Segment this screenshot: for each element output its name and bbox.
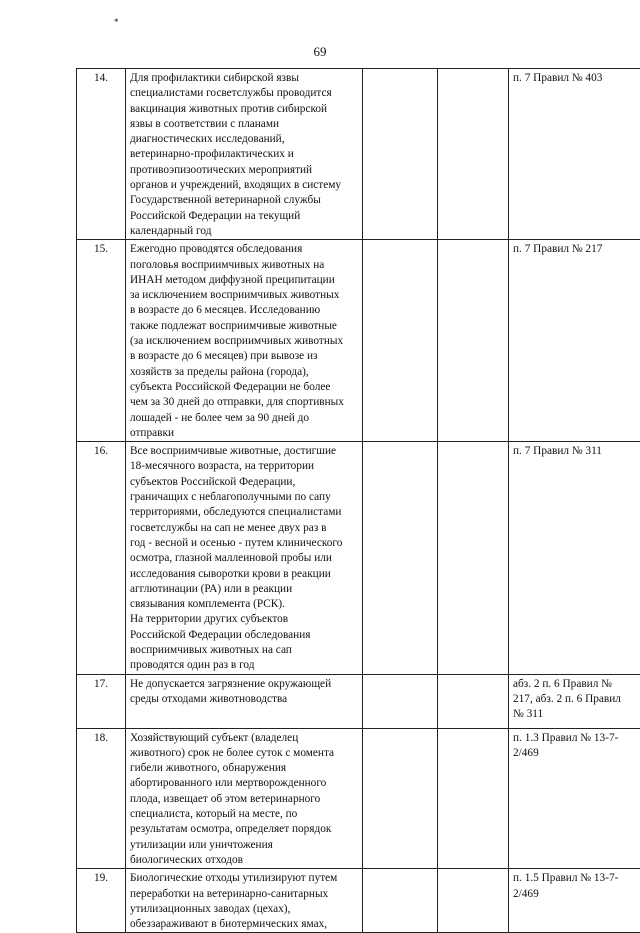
requirement-text bbox=[126, 869, 363, 933]
requirement-text-content: Для профилактики сибирской язвы специалистами госветслужбы проводится вакцинация животных против сибирской язвы в соответствии с планами диагностических исследований, ветеринарно-профилактических и противоэпизоотических мероприятий органов и учреждений, входящих в систему Государственной ветеринарной службы Российской Федерации на текущий календарный год bbox=[130, 71, 358, 239]
empty-cell bbox=[363, 442, 438, 674]
page-mark: * bbox=[114, 17, 119, 27]
empty-cell bbox=[438, 69, 509, 240]
empty-cell bbox=[363, 869, 438, 933]
legal-reference-content: п. 7 Правил № 217 bbox=[513, 242, 640, 257]
legal-reference-content: п. 7 Правил № 311 bbox=[513, 444, 640, 459]
requirement-text bbox=[126, 442, 363, 674]
row-number: 16. bbox=[77, 442, 126, 674]
row-number: 14. bbox=[77, 69, 126, 240]
legal-reference-content: абз. 2 п. 6 Правил № 217, абз. 2 п. 6 Правил № 311 bbox=[513, 677, 640, 723]
requirement-text bbox=[126, 69, 363, 240]
legal-reference-content: п. 1.3 Правил № 13-7- 2/469 bbox=[513, 731, 640, 762]
page-number: 69 bbox=[0, 44, 640, 60]
table-row bbox=[77, 240, 640, 442]
legal-reference bbox=[509, 728, 640, 869]
table-row bbox=[77, 869, 640, 933]
table-row bbox=[77, 442, 640, 674]
legal-reference-content: п. 1.5 Правил № 13-7- 2/469 bbox=[513, 871, 640, 902]
legal-reference bbox=[509, 442, 640, 674]
table-row bbox=[77, 728, 640, 869]
empty-cell bbox=[438, 674, 509, 728]
requirement-text-content: Все восприимчивые животные, достигшие 18-месячного возраста, на территории субъектов Российской Федерации, граничащих с неблагополучными по сапу территориями, обследуются специалистами госветслужбы на сап не менее двух раз в год - весной и осенью - путем клинического осмотра, глазной маллеиновой пробы или исследования сыворотки крови в реакции агглютинации (РА) или в реакции связывания комплемента (РСК). На территории других субъектов Российской Федерации обследования восприимчивых животных на сап проводятся один раз в год bbox=[130, 444, 358, 673]
legal-reference-content: п. 7 Правил № 403 bbox=[513, 71, 640, 86]
requirement-text bbox=[126, 674, 363, 728]
legal-reference bbox=[509, 674, 640, 728]
requirement-text bbox=[126, 728, 363, 869]
requirement-text-content: Ежегодно проводятся обследования поголовья восприимчивых животных на ИНАН методом диффузной преципитации за исключением восприимчивых животных в возрасте до 6 месяцев. Исследованию также подлежат восприимчивые животные (за исключением восприимчивых животных в возрасте до 6 месяцев) при вывозе из хозяйств за пределы района (города), субъекта Российской Федерации не более чем за 30 дней до отправки, для спортивных лошадей - не более чем за 90 дней до отправки bbox=[130, 242, 358, 441]
row-number: 17. bbox=[77, 674, 126, 728]
table-row bbox=[77, 674, 640, 728]
requirements-table bbox=[76, 68, 640, 933]
requirement-text-content: Биологические отходы утилизируют путем переработки на ветеринарно-санитарных утилизационных заводах (цехах), обеззараживают в биотермических ямах, bbox=[130, 871, 358, 932]
empty-cell bbox=[363, 240, 438, 442]
empty-cell bbox=[438, 240, 509, 442]
empty-cell bbox=[363, 69, 438, 240]
legal-reference bbox=[509, 69, 640, 240]
empty-cell bbox=[438, 869, 509, 933]
empty-cell bbox=[438, 728, 509, 869]
legal-reference bbox=[509, 869, 640, 933]
requirement-text-content: Хозяйствующий субъект (владелец животного) срок не более суток с момента гибели животного, обнаружения абортированного или мертворожденного плода, извещает об этом ветеринарного специалиста, который на месте, по результатам осмотра, определяет порядок утилизации или уничтожения биологических отходов bbox=[130, 731, 358, 869]
requirement-text bbox=[126, 240, 363, 442]
empty-cell bbox=[438, 442, 509, 674]
empty-cell bbox=[363, 728, 438, 869]
legal-reference bbox=[509, 240, 640, 442]
row-number: 15. bbox=[77, 240, 126, 442]
row-number: 18. bbox=[77, 728, 126, 869]
row-number: 19. bbox=[77, 869, 126, 933]
table-row bbox=[77, 69, 640, 240]
empty-cell bbox=[363, 674, 438, 728]
requirement-text-content: Не допускается загрязнение окружающей среды отходами животноводства bbox=[130, 677, 358, 708]
